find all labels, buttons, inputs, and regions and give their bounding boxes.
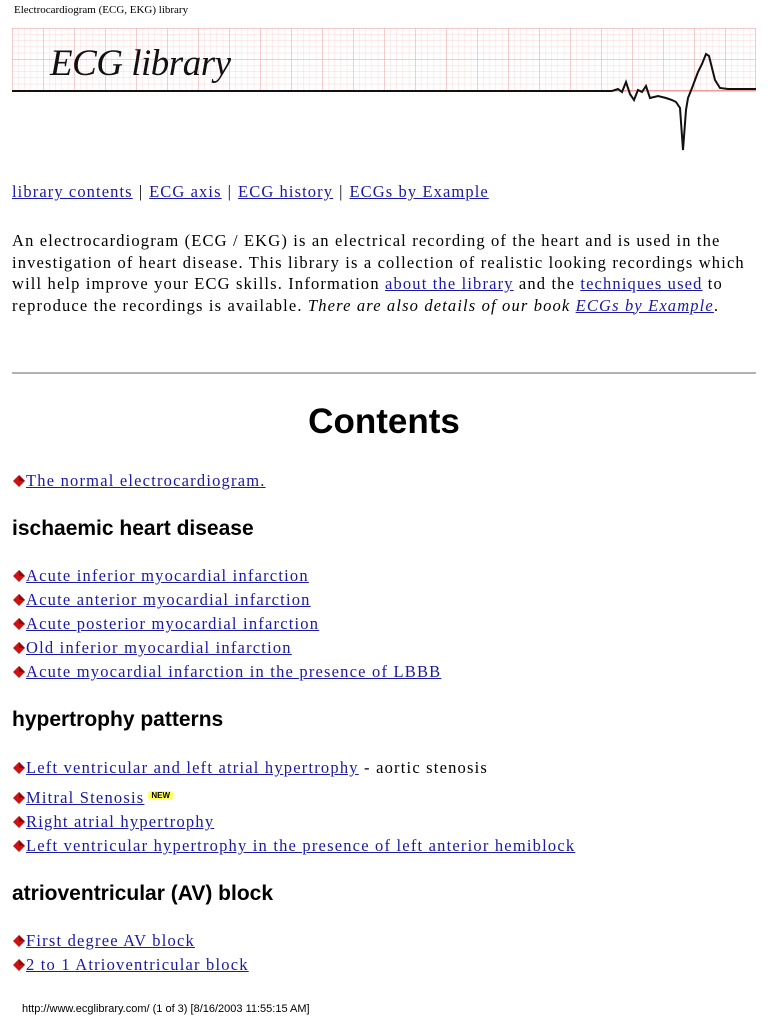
list-item [12,836,575,858]
diamond-bullet-icon [12,762,26,774]
diamond-bullet-icon [12,475,26,487]
list-item [12,812,214,834]
list-item [12,471,266,493]
list-item [12,638,292,660]
diamond-bullet-icon [12,840,26,852]
about-library-link[interactable]: about the library [385,274,514,293]
acute-inferior-mi-link[interactable]: Acute inferior myocardial infarction [26,566,309,585]
list-item [12,614,319,636]
section-heading-hypertrophy: hypertrophy patterns [12,708,224,731]
acute-anterior-mi-link[interactable]: Acute anterior myocardial infarction [26,590,311,609]
mitral-stenosis-link[interactable]: Mitral Stenosis [26,788,145,807]
list-item [12,955,249,977]
ecgs-by-example-book-link[interactable]: ECGs by Example [575,295,714,315]
diamond-bullet-icon [12,792,26,804]
banner-title: ECG library [50,43,231,84]
ecg-banner [12,28,756,158]
techniques-used-link[interactable]: techniques used [580,274,703,293]
contents-heading: Contents [308,402,460,441]
intro-text: to reproduce the recordings is available. [12,274,723,315]
diamond-bullet-icon [12,642,26,654]
normal-ecg-link[interactable]: The normal electrocardiogram. [26,471,266,490]
list-item [12,590,311,612]
diamond-bullet-icon [12,618,26,630]
lvh-lah-link[interactable]: Left ventricular and left atrial hypertrophy [26,758,359,777]
first-degree-av-block-link[interactable]: First degree AV block [26,931,195,950]
section-heading-ischaemic: ischaemic heart disease [12,517,254,540]
list-item [12,788,173,810]
nav-separator: | [138,182,144,201]
aortic-stenosis-note: - aortic stenosis [358,758,489,777]
old-inferior-mi-link[interactable]: Old inferior myocardial infarction [26,638,292,657]
list-item [12,931,195,953]
nav-library-contents-link[interactable]: library contents [12,182,133,201]
acute-posterior-mi-link[interactable]: Acute posterior myocardial infarction [26,614,320,633]
acute-mi-lbbb-link[interactable]: Acute myocardial infarction in the presence of LBBB [26,662,442,681]
intro-text: An electrocardiogram (ECG / EKG) is an electrical recording of the heart and is used in the investigation of heart disease. This library is a collection of realistic looking recordings which will help improve your ECG skills. Information [12,231,745,293]
nav-separator: | [339,182,344,201]
list-item [12,758,488,780]
nav-ecgs-by-example-link[interactable]: ECGs by Example [349,182,489,201]
intro-book-text: There are also details of our book [307,295,576,315]
right-atrial-hypertrophy-link[interactable]: Right atrial hypertrophy [26,812,215,831]
list-item [12,566,309,588]
diamond-bullet-icon [12,935,26,947]
new-badge: NEW [148,791,173,800]
intro-text: . [713,295,720,315]
two-to-one-av-block-link[interactable]: 2 to 1 Atrioventricular block [26,955,249,974]
top-navigation [12,182,489,202]
diamond-bullet-icon [12,666,26,678]
section-heading-av-block: atrioventricular (AV) block [12,882,274,905]
nav-ecg-history-link[interactable]: ECG history [238,182,334,201]
intro-text: and the [513,274,581,293]
print-footer: http://www.ecglibrary.com/ (1 of 3) [8/16/2003 11:55:15 AM] [22,1003,310,1015]
lvh-hemiblock-link[interactable]: Left ventricular hypertrophy in the presence of left anterior hemiblock [26,836,576,855]
nav-separator: | [227,182,233,201]
diamond-bullet-icon [12,570,26,582]
diamond-bullet-icon [12,594,26,606]
diamond-bullet-icon [12,959,26,971]
list-item [12,662,441,684]
print-header: Electrocardiogram (ECG, EKG) library [14,4,189,16]
horizontal-divider [12,372,756,374]
diamond-bullet-icon [12,816,26,828]
intro-paragraph [12,230,756,316]
nav-ecg-axis-link[interactable]: ECG axis [149,182,222,201]
